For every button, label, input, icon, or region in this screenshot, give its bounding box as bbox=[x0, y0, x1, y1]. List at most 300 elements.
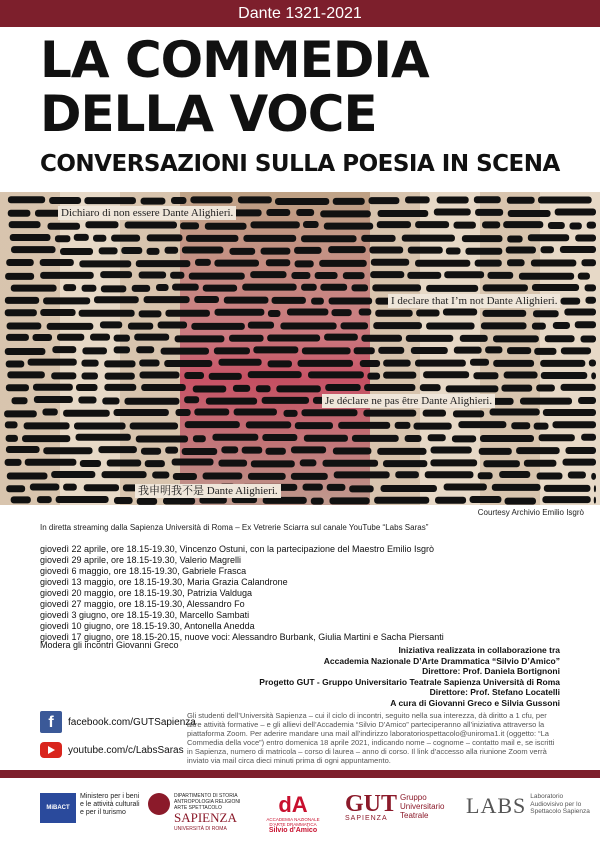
erasure-stroke bbox=[483, 460, 520, 467]
erasure-stroke bbox=[381, 485, 437, 492]
erasure-stroke bbox=[361, 235, 395, 242]
erasure-stroke bbox=[5, 348, 46, 355]
erasure-stroke bbox=[349, 485, 374, 492]
erasure-stroke bbox=[184, 372, 204, 379]
erasure-stroke bbox=[175, 335, 225, 342]
collab-line: Direttore: Prof. Daniela Bortignoni bbox=[422, 666, 560, 676]
erasure-stroke bbox=[503, 221, 543, 228]
erasure-stroke bbox=[452, 435, 476, 442]
erasure-stroke bbox=[295, 260, 314, 267]
erasure-stroke bbox=[434, 209, 471, 216]
erasure-stroke bbox=[172, 284, 199, 291]
erasure-stroke bbox=[377, 221, 411, 228]
erasure-stroke bbox=[537, 473, 563, 480]
erasure-stroke bbox=[234, 409, 277, 416]
erasure-stroke bbox=[308, 371, 364, 378]
erasure-stroke bbox=[563, 459, 596, 466]
erasure-stroke bbox=[55, 235, 70, 242]
erasure-stroke bbox=[218, 359, 261, 366]
erasure-stroke bbox=[329, 298, 373, 305]
erasure-stroke bbox=[51, 471, 95, 478]
erasure-stroke bbox=[11, 285, 57, 292]
youtube-link[interactable] bbox=[40, 742, 184, 758]
erasure-stroke bbox=[507, 259, 525, 266]
erasure-stroke bbox=[581, 259, 596, 266]
schedule-item: giovedì 13 maggio, ore 18.15-19.30, Maria Grazia Calandrone bbox=[40, 577, 288, 587]
erasure-stroke bbox=[5, 273, 34, 280]
erasure-stroke bbox=[147, 248, 160, 255]
erasure-stroke bbox=[437, 196, 469, 203]
erasure-stroke bbox=[49, 197, 81, 204]
sapienza-dept: DIPARTIMENTO DI STORIA ANTROPOLOGIA RELIGIONI ARTE SPETTACOLO bbox=[174, 793, 241, 811]
erasure-stroke bbox=[479, 448, 512, 455]
erasure-stroke bbox=[22, 435, 70, 442]
erasure-stroke bbox=[63, 484, 77, 491]
schedule-list bbox=[40, 544, 444, 643]
labs-text: Laboratorio Audiovisivo per lo Spettacolo Sapienza bbox=[530, 793, 590, 815]
erasure-stroke bbox=[137, 498, 157, 505]
erasure-stroke bbox=[460, 335, 488, 342]
erasure-stroke bbox=[250, 271, 286, 278]
erasure-stroke bbox=[329, 497, 369, 504]
erasure-stroke bbox=[444, 484, 487, 491]
erasure-stroke bbox=[585, 297, 596, 304]
erasure-stroke bbox=[170, 272, 184, 279]
erasure-stroke bbox=[291, 446, 326, 453]
erasure-stroke bbox=[195, 259, 211, 266]
erasure-stroke bbox=[63, 284, 76, 291]
erasure-stroke bbox=[435, 497, 466, 504]
erasure-stroke bbox=[262, 397, 309, 404]
subtitle: CONVERSAZIONI SULLA POESIA IN SCENA bbox=[40, 151, 560, 177]
accademia-text: ACCADEMIA NAZIONALE D’ARTE DRAMMATICA bbox=[266, 817, 320, 827]
erasure-stroke bbox=[320, 284, 347, 291]
erasure-stroke bbox=[552, 421, 596, 428]
erasure-stroke bbox=[205, 223, 247, 230]
erasure-stroke bbox=[6, 334, 29, 341]
erasure-stroke bbox=[426, 323, 474, 330]
erasure-stroke bbox=[295, 422, 333, 429]
erasure-stroke bbox=[383, 460, 427, 467]
erasure-stroke bbox=[246, 421, 291, 428]
erasure-stroke bbox=[215, 309, 265, 316]
mibact-mark: MiBACT bbox=[40, 793, 76, 823]
erasure-stroke bbox=[465, 248, 502, 255]
erasure-stroke bbox=[152, 471, 169, 478]
erasure-stroke bbox=[84, 484, 119, 491]
erasure-stroke bbox=[125, 222, 177, 229]
erasure-stroke bbox=[333, 198, 365, 205]
gut-text: Gruppo Universitario Teatrale bbox=[400, 793, 445, 820]
erasure-stroke bbox=[4, 410, 37, 417]
erasure-stroke bbox=[104, 384, 136, 391]
erasure-stroke bbox=[63, 410, 110, 417]
erasure-stroke bbox=[591, 473, 596, 480]
erasure-stroke bbox=[534, 423, 549, 430]
erasure-stroke bbox=[324, 223, 373, 230]
erasure-stroke bbox=[367, 373, 380, 380]
erasure-stroke bbox=[175, 409, 190, 416]
erasure-stroke bbox=[214, 260, 259, 267]
erasure-stroke bbox=[185, 421, 240, 428]
erasure-stroke bbox=[266, 259, 290, 266]
erasure-stroke bbox=[184, 396, 199, 403]
erasure-stroke bbox=[140, 372, 180, 379]
erasure-stroke bbox=[111, 235, 140, 242]
erasure-stroke bbox=[189, 273, 245, 280]
erasure-stroke bbox=[25, 459, 77, 466]
erasure-stroke bbox=[132, 285, 150, 292]
erasure-stroke bbox=[11, 246, 55, 253]
erasure-stroke bbox=[266, 209, 290, 216]
erasure-stroke bbox=[141, 384, 186, 391]
facebook-url[interactable]: facebook.com/GUTSapienza bbox=[68, 716, 196, 728]
erasure-stroke bbox=[561, 384, 596, 391]
erasure-stroke bbox=[423, 410, 446, 417]
erasure-stroke bbox=[158, 321, 187, 328]
erasure-stroke bbox=[383, 372, 416, 379]
erasure-stroke bbox=[507, 347, 531, 354]
erasure-stroke bbox=[446, 247, 461, 254]
erasure-stroke bbox=[415, 260, 470, 267]
erasure-stroke bbox=[531, 260, 576, 267]
erasure-stroke bbox=[564, 309, 596, 316]
erasure-stroke bbox=[47, 323, 94, 330]
erasure-stroke bbox=[320, 210, 371, 217]
erasure-stroke bbox=[9, 221, 41, 228]
erasure-stroke bbox=[539, 434, 575, 441]
erasure-stroke bbox=[82, 285, 97, 292]
erasure-stroke bbox=[568, 472, 586, 479]
erasure-stroke bbox=[100, 271, 132, 278]
erasure-stroke bbox=[580, 335, 596, 342]
youtube-icon bbox=[40, 742, 62, 758]
erasure-stroke bbox=[272, 297, 306, 304]
erasure-stroke bbox=[242, 284, 296, 291]
erasure-stroke bbox=[10, 234, 51, 241]
erasure-stroke bbox=[443, 309, 477, 316]
erasure-stroke bbox=[40, 309, 75, 316]
erasure-stroke bbox=[528, 234, 569, 241]
erasure-stroke bbox=[453, 410, 484, 417]
erasure-stroke bbox=[60, 248, 93, 255]
artwork-credit: Courtesy Archivio Emilio Isgrò bbox=[477, 508, 584, 517]
erasure-stroke bbox=[377, 448, 426, 455]
erasure-stroke bbox=[214, 347, 250, 354]
schedule-item: giovedì 17 giugno, ore 18.15-20.15, nuove voci: Alessandro Burbank, Giulia Martini e Sacha Piersanti bbox=[40, 632, 444, 642]
erasure-stroke bbox=[291, 272, 310, 279]
erasure-stroke bbox=[276, 385, 321, 392]
erasure-stroke bbox=[144, 296, 190, 303]
youtube-url[interactable]: youtube.com/c/LabsSaras bbox=[68, 744, 184, 756]
erasure-stroke bbox=[7, 371, 44, 378]
erasure-stroke bbox=[474, 196, 501, 203]
erasure-stroke bbox=[420, 384, 441, 391]
schedule-item: giovedì 29 aprile, ore 18.15-19.30, Valerio Magrelli bbox=[40, 555, 241, 565]
erasure-stroke bbox=[107, 460, 141, 467]
erasure-stroke bbox=[8, 196, 45, 203]
erasure-stroke bbox=[28, 359, 77, 366]
facebook-link[interactable] bbox=[40, 711, 196, 733]
erasure-stroke bbox=[507, 197, 535, 204]
erasure-stroke bbox=[524, 460, 557, 467]
erasure-stroke bbox=[534, 348, 556, 355]
erasure-stroke bbox=[6, 485, 25, 492]
facebook-icon: f bbox=[40, 711, 62, 733]
erasure-stroke bbox=[79, 260, 131, 267]
erasure-stroke bbox=[541, 246, 554, 253]
erasure-stroke bbox=[268, 310, 281, 317]
erasure-stroke bbox=[319, 260, 367, 267]
erasure-stroke bbox=[493, 335, 539, 342]
erasure-stroke bbox=[493, 360, 534, 367]
quote-italian: Dichiaro di non essere Dante Alighieri. bbox=[58, 206, 236, 220]
erasure-stroke bbox=[261, 248, 291, 255]
erasure-stroke bbox=[5, 297, 39, 304]
erasure-stroke bbox=[267, 335, 320, 342]
erasure-stroke bbox=[248, 371, 302, 378]
erasure-stroke bbox=[7, 472, 48, 479]
erasure-stroke bbox=[473, 372, 498, 379]
erasure-stroke bbox=[275, 198, 329, 205]
erasure-stroke bbox=[42, 409, 57, 416]
erasure-stroke bbox=[171, 197, 186, 204]
erasure-stroke bbox=[253, 346, 298, 353]
erasure-stroke bbox=[141, 198, 166, 205]
erasure-stroke bbox=[303, 484, 323, 491]
erasure-stroke bbox=[542, 496, 590, 503]
erasure-stroke bbox=[561, 298, 581, 305]
accademia-logo bbox=[258, 793, 328, 835]
labs-logo bbox=[466, 793, 592, 819]
erasure-stroke bbox=[560, 246, 596, 253]
erasure-stroke bbox=[372, 284, 421, 291]
erasure-stroke bbox=[76, 434, 131, 441]
erasure-stroke bbox=[536, 384, 555, 391]
erasure-stroke bbox=[375, 310, 412, 317]
erasure-stroke bbox=[40, 272, 94, 279]
erasure-stroke bbox=[134, 334, 169, 341]
erasure-stroke bbox=[165, 310, 210, 317]
quote-english: I declare that I’m not Dante Alighieri. bbox=[388, 294, 560, 308]
erasure-stroke bbox=[415, 360, 466, 367]
erasure-stroke bbox=[470, 496, 502, 503]
erasure-stroke bbox=[84, 197, 136, 204]
erasure-stroke bbox=[294, 247, 321, 254]
erasure-stroke bbox=[51, 372, 76, 379]
erasure-stroke bbox=[136, 260, 191, 267]
erasure-stroke bbox=[93, 235, 106, 242]
erasure-stroke bbox=[533, 310, 559, 317]
erasure-stroke bbox=[373, 322, 422, 329]
erasure-stroke bbox=[501, 385, 532, 392]
erasure-stroke bbox=[243, 235, 296, 242]
erasure-stroke bbox=[334, 471, 390, 478]
erasure-stroke bbox=[80, 460, 101, 467]
erasure-stroke bbox=[341, 322, 369, 329]
erasure-stroke bbox=[591, 372, 596, 379]
erasure-stroke bbox=[395, 471, 419, 478]
schedule-item: giovedì 20 maggio, ore 18.15-19.30, Patrizia Valduga bbox=[40, 588, 252, 598]
erasure-stroke bbox=[233, 385, 250, 392]
erasure-stroke bbox=[544, 485, 591, 492]
erasure-stroke bbox=[206, 398, 257, 405]
title-line-2: DELLA VOCE bbox=[40, 85, 377, 143]
erasure-stroke bbox=[101, 285, 126, 292]
erasure-stroke bbox=[203, 285, 237, 292]
erasure-stroke bbox=[6, 446, 40, 453]
erasure-stroke bbox=[256, 385, 271, 392]
erasure-stroke bbox=[405, 435, 422, 442]
erasure-stroke bbox=[5, 309, 37, 316]
erasure-stroke bbox=[405, 196, 430, 203]
erasure-stroke bbox=[6, 360, 25, 367]
erasure-stroke bbox=[156, 284, 169, 291]
erasure-stroke bbox=[565, 447, 596, 454]
streaming-note: In diretta streaming dalla Sapienza Università di Roma – Ex Vetrerie Sciarra sul canale YouTube “Labs Saras” bbox=[40, 523, 429, 532]
erasure-stroke bbox=[284, 410, 298, 417]
erasure-stroke bbox=[79, 310, 135, 317]
erasure-stroke bbox=[548, 222, 565, 229]
erasure-stroke bbox=[478, 472, 493, 479]
erasure-stroke bbox=[301, 235, 357, 242]
erasure-stroke bbox=[280, 323, 336, 330]
erasure-stroke bbox=[300, 459, 317, 466]
erasure-stroke bbox=[383, 360, 410, 367]
erasure-stroke bbox=[301, 409, 357, 416]
erasure-stroke bbox=[238, 196, 272, 203]
erasure-stroke bbox=[311, 498, 324, 505]
collab-line: Iniziativa realizzata in collaborazione tra bbox=[398, 645, 560, 655]
gut-mark: GUT bbox=[345, 791, 398, 817]
sapienza-seal-icon bbox=[148, 793, 170, 815]
erasure-stroke bbox=[545, 335, 575, 342]
collab-line: A cura di Giovanni Greco e Silvia Gussoni bbox=[390, 697, 560, 708]
erasure-stroke bbox=[212, 434, 258, 441]
erasure-stroke bbox=[343, 272, 365, 279]
erasure-stroke bbox=[193, 385, 227, 392]
erasure-stroke bbox=[298, 360, 354, 367]
schedule-item: giovedì 27 maggio, ore 18.15-19.30, Alessandro Fo bbox=[40, 599, 245, 609]
quote-french: Je déclare ne pas être Dante Alighieri. bbox=[322, 394, 495, 408]
erasure-stroke bbox=[104, 360, 135, 367]
erasure-stroke bbox=[221, 446, 238, 453]
erasure-stroke bbox=[98, 446, 136, 453]
erasure-stroke bbox=[311, 298, 324, 305]
moderator: Modera gli incontri Giovanni Greco bbox=[40, 640, 179, 650]
erasure-stroke bbox=[354, 347, 375, 354]
erasure-stroke bbox=[165, 247, 179, 254]
erasure-stroke bbox=[506, 246, 536, 253]
collab-line: Direttore: Prof. Stefano Locatelli bbox=[429, 687, 560, 697]
erasure-stroke bbox=[124, 398, 179, 405]
erasure-stroke bbox=[229, 335, 264, 342]
erasure-stroke bbox=[561, 347, 591, 354]
erasure-stroke bbox=[139, 271, 167, 278]
erasure-stroke bbox=[361, 335, 402, 342]
erasure-stroke bbox=[555, 209, 596, 216]
erasure-stroke bbox=[47, 223, 80, 230]
erasure-stroke bbox=[30, 484, 59, 491]
schedule-item: giovedì 22 aprile, ore 18.15-19.30, Vincenzo Ostuni, con la partecipazione del Maestro Emilio Isgrò bbox=[40, 544, 435, 554]
erasure-stroke bbox=[81, 360, 98, 367]
erasure-stroke bbox=[57, 334, 84, 341]
erasure-stroke bbox=[248, 473, 286, 480]
labs-mark: LABS bbox=[466, 793, 527, 818]
erasure-stroke bbox=[532, 323, 546, 330]
erasure-stroke bbox=[462, 235, 503, 242]
erasure-stroke bbox=[203, 472, 243, 479]
erasure-stroke bbox=[7, 323, 42, 330]
gut-sub: SAPIENZA bbox=[345, 815, 388, 822]
erasure-stroke bbox=[121, 247, 142, 254]
erasure-stroke bbox=[490, 409, 540, 416]
erasure-stroke bbox=[262, 434, 297, 441]
erasure-stroke bbox=[251, 460, 295, 467]
erasure-stroke bbox=[371, 259, 409, 266]
erasure-stroke bbox=[194, 296, 219, 303]
erasure-stroke bbox=[325, 384, 360, 391]
schedule-item: giovedì 10 giugno, ore 18.15-19.30, Antonella Anedda bbox=[40, 621, 255, 631]
erasure-stroke bbox=[291, 473, 328, 480]
erasure-stroke bbox=[541, 372, 588, 379]
erasure-stroke bbox=[229, 248, 255, 255]
erasure-stroke bbox=[454, 222, 476, 229]
schedule-item: giovedì 6 maggio, ore 18.15-19.30, Gabriele Frasca bbox=[40, 566, 247, 576]
erasure-stroke bbox=[5, 459, 22, 466]
erasure-stroke bbox=[578, 397, 596, 404]
erasure-stroke bbox=[43, 447, 92, 454]
erasure-stroke bbox=[423, 371, 469, 378]
erasure-stroke bbox=[543, 409, 596, 416]
erasure-stroke bbox=[12, 397, 28, 404]
erasure-stroke bbox=[287, 309, 328, 316]
erasure-stroke bbox=[481, 322, 527, 329]
erasure-stroke bbox=[182, 246, 224, 253]
sapienza-name: SAPIENZA bbox=[174, 810, 237, 825]
erasure-stroke bbox=[553, 322, 570, 329]
erasure-stroke bbox=[569, 223, 581, 230]
erasure-stroke bbox=[209, 373, 242, 380]
erasure-stroke bbox=[414, 423, 452, 430]
erasure-stroke bbox=[147, 234, 183, 241]
erasure-stroke bbox=[589, 360, 596, 367]
erasure-stroke bbox=[585, 284, 596, 291]
erasure-stroke bbox=[242, 447, 263, 454]
erasure-stroke bbox=[102, 471, 147, 478]
erasure-stroke bbox=[268, 360, 292, 367]
erasure-stroke bbox=[538, 196, 592, 203]
erasure-stroke bbox=[193, 435, 206, 442]
erasure-stroke bbox=[33, 334, 53, 341]
erasure-stroke bbox=[194, 409, 229, 416]
erasure-stroke bbox=[303, 221, 319, 228]
erasure-stroke bbox=[508, 210, 551, 217]
erasure-stroke bbox=[352, 435, 399, 442]
erasure-stroke bbox=[328, 246, 366, 253]
erasure-stroke bbox=[172, 459, 214, 466]
erasure-stroke bbox=[482, 221, 500, 228]
erasure-stroke bbox=[114, 335, 130, 342]
erasure-stroke bbox=[374, 497, 429, 504]
erasure-stroke bbox=[594, 485, 596, 492]
erasure-stroke bbox=[327, 484, 346, 491]
erasure-stroke bbox=[411, 347, 448, 354]
erasure-stroke bbox=[43, 297, 90, 304]
erasure-stroke bbox=[378, 347, 404, 354]
erasure-stroke bbox=[507, 235, 522, 242]
erasure-stroke bbox=[360, 360, 380, 367]
